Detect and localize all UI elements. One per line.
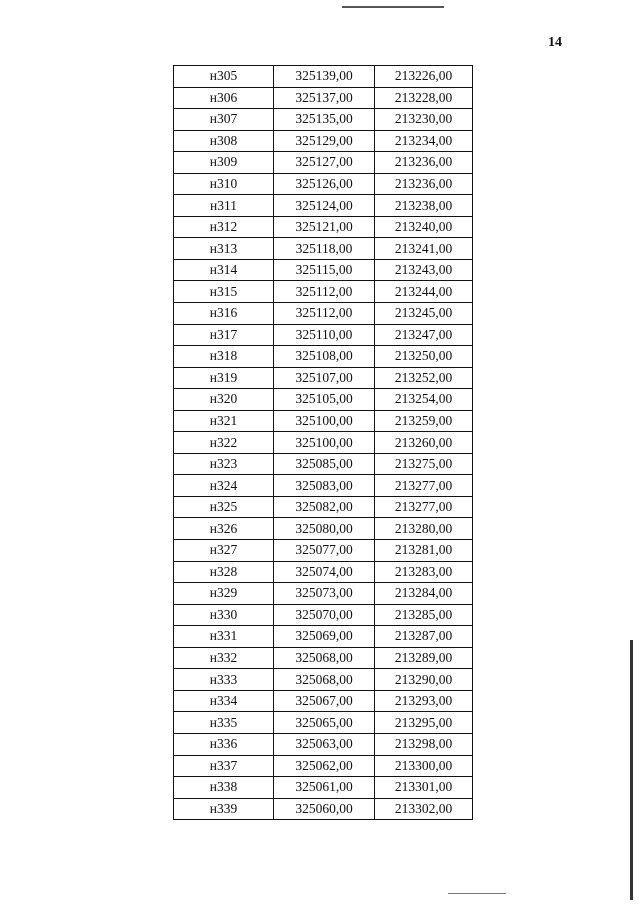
point-id-cell: н336 (174, 733, 274, 755)
table-row (174, 669, 473, 691)
y-coordinate-cell: 213298,00 (375, 733, 473, 755)
y-coordinate-cell: 213293,00 (375, 690, 473, 712)
y-coordinate-cell: 213243,00 (375, 259, 473, 281)
point-id-cell: н319 (174, 367, 274, 389)
table-row (174, 389, 473, 411)
y-coordinate-cell: 213230,00 (375, 109, 473, 131)
y-coordinate-cell: 213240,00 (375, 216, 473, 238)
table-row (174, 87, 473, 109)
y-coordinate-cell: 213247,00 (375, 324, 473, 346)
bottom-scan-mark (448, 893, 506, 894)
y-coordinate-cell: 213250,00 (375, 346, 473, 368)
top-scan-mark (342, 6, 444, 8)
table-row (174, 410, 473, 432)
point-id-cell: н315 (174, 281, 274, 303)
table-row (174, 475, 473, 497)
table-row (174, 604, 473, 626)
x-coordinate-cell: 325110,00 (274, 324, 375, 346)
table-row (174, 777, 473, 799)
table-row (174, 130, 473, 152)
y-coordinate-cell: 213287,00 (375, 626, 473, 648)
table-row (174, 324, 473, 346)
table-row (174, 540, 473, 562)
table-row (174, 453, 473, 475)
point-id-cell: н320 (174, 389, 274, 411)
point-id-cell: н335 (174, 712, 274, 734)
table-row (174, 496, 473, 518)
table-row (174, 109, 473, 131)
y-coordinate-cell: 213289,00 (375, 647, 473, 669)
point-id-cell: н308 (174, 130, 274, 152)
x-coordinate-cell: 325129,00 (274, 130, 375, 152)
x-coordinate-cell: 325139,00 (274, 66, 375, 88)
point-id-cell: н323 (174, 453, 274, 475)
y-coordinate-cell: 213238,00 (375, 195, 473, 217)
x-coordinate-cell: 325112,00 (274, 303, 375, 325)
point-id-cell: н329 (174, 583, 274, 605)
x-coordinate-cell: 325105,00 (274, 389, 375, 411)
table-row (174, 259, 473, 281)
y-coordinate-cell: 213295,00 (375, 712, 473, 734)
point-id-cell: н328 (174, 561, 274, 583)
x-coordinate-cell: 325085,00 (274, 453, 375, 475)
y-coordinate-cell: 213234,00 (375, 130, 473, 152)
point-id-cell: н332 (174, 647, 274, 669)
point-id-cell: н313 (174, 238, 274, 260)
x-coordinate-cell: 325083,00 (274, 475, 375, 497)
point-id-cell: н306 (174, 87, 274, 109)
table-row (174, 303, 473, 325)
x-coordinate-cell: 325068,00 (274, 647, 375, 669)
coordinates-table (173, 65, 473, 820)
y-coordinate-cell: 213241,00 (375, 238, 473, 260)
x-coordinate-cell: 325100,00 (274, 410, 375, 432)
x-coordinate-cell: 325137,00 (274, 87, 375, 109)
y-coordinate-cell: 213277,00 (375, 475, 473, 497)
y-coordinate-cell: 213277,00 (375, 496, 473, 518)
y-coordinate-cell: 213260,00 (375, 432, 473, 454)
point-id-cell: н310 (174, 173, 274, 195)
x-coordinate-cell: 325124,00 (274, 195, 375, 217)
y-coordinate-cell: 213275,00 (375, 453, 473, 475)
y-coordinate-cell: 213259,00 (375, 410, 473, 432)
page-number: 14 (548, 35, 562, 50)
y-coordinate-cell: 213300,00 (375, 755, 473, 777)
point-id-cell: н331 (174, 626, 274, 648)
x-coordinate-cell: 325062,00 (274, 755, 375, 777)
x-coordinate-cell: 325118,00 (274, 238, 375, 260)
x-coordinate-cell: 325068,00 (274, 669, 375, 691)
y-coordinate-cell: 213236,00 (375, 173, 473, 195)
table-row (174, 152, 473, 174)
point-id-cell: н309 (174, 152, 274, 174)
y-coordinate-cell: 213228,00 (375, 87, 473, 109)
x-coordinate-cell: 325107,00 (274, 367, 375, 389)
table-row (174, 195, 473, 217)
table-row (174, 626, 473, 648)
point-id-cell: н325 (174, 496, 274, 518)
point-id-cell: н307 (174, 109, 274, 131)
x-coordinate-cell: 325126,00 (274, 173, 375, 195)
table-row (174, 647, 473, 669)
x-coordinate-cell: 325080,00 (274, 518, 375, 540)
table-row (174, 690, 473, 712)
x-coordinate-cell: 325135,00 (274, 109, 375, 131)
x-coordinate-cell: 325082,00 (274, 496, 375, 518)
table-row (174, 173, 473, 195)
table-row (174, 755, 473, 777)
point-id-cell: н316 (174, 303, 274, 325)
y-coordinate-cell: 213284,00 (375, 583, 473, 605)
coordinates-table-body (174, 66, 473, 820)
x-coordinate-cell: 325115,00 (274, 259, 375, 281)
table-row (174, 66, 473, 88)
y-coordinate-cell: 213281,00 (375, 540, 473, 562)
table-row (174, 712, 473, 734)
y-coordinate-cell: 213285,00 (375, 604, 473, 626)
table-row (174, 238, 473, 260)
table-row (174, 561, 473, 583)
point-id-cell: н311 (174, 195, 274, 217)
y-coordinate-cell: 213301,00 (375, 777, 473, 799)
point-id-cell: н305 (174, 66, 274, 88)
point-id-cell: н312 (174, 216, 274, 238)
point-id-cell: н324 (174, 475, 274, 497)
table-row (174, 583, 473, 605)
point-id-cell: н327 (174, 540, 274, 562)
x-coordinate-cell: 325061,00 (274, 777, 375, 799)
point-id-cell: н317 (174, 324, 274, 346)
point-id-cell: н321 (174, 410, 274, 432)
y-coordinate-cell: 213280,00 (375, 518, 473, 540)
point-id-cell: н322 (174, 432, 274, 454)
table-row (174, 432, 473, 454)
point-id-cell: н314 (174, 259, 274, 281)
y-coordinate-cell: 213283,00 (375, 561, 473, 583)
x-coordinate-cell: 325070,00 (274, 604, 375, 626)
table-row (174, 281, 473, 303)
x-coordinate-cell: 325065,00 (274, 712, 375, 734)
y-coordinate-cell: 213226,00 (375, 66, 473, 88)
x-coordinate-cell: 325074,00 (274, 561, 375, 583)
table-row (174, 346, 473, 368)
x-coordinate-cell: 325100,00 (274, 432, 375, 454)
scan-edge-line (630, 640, 633, 900)
point-id-cell: н318 (174, 346, 274, 368)
x-coordinate-cell: 325063,00 (274, 733, 375, 755)
x-coordinate-cell: 325112,00 (274, 281, 375, 303)
x-coordinate-cell: 325077,00 (274, 540, 375, 562)
y-coordinate-cell: 213254,00 (375, 389, 473, 411)
x-coordinate-cell: 325108,00 (274, 346, 375, 368)
table-row (174, 733, 473, 755)
point-id-cell: н337 (174, 755, 274, 777)
y-coordinate-cell: 213290,00 (375, 669, 473, 691)
y-coordinate-cell: 213245,00 (375, 303, 473, 325)
y-coordinate-cell: 213252,00 (375, 367, 473, 389)
point-id-cell: н334 (174, 690, 274, 712)
x-coordinate-cell: 325069,00 (274, 626, 375, 648)
table-row (174, 216, 473, 238)
point-id-cell: н326 (174, 518, 274, 540)
table-row (174, 367, 473, 389)
point-id-cell: н330 (174, 604, 274, 626)
x-coordinate-cell: 325127,00 (274, 152, 375, 174)
x-coordinate-cell: 325060,00 (274, 798, 375, 820)
point-id-cell: н333 (174, 669, 274, 691)
y-coordinate-cell: 213302,00 (375, 798, 473, 820)
table-row (174, 518, 473, 540)
y-coordinate-cell: 213244,00 (375, 281, 473, 303)
y-coordinate-cell: 213236,00 (375, 152, 473, 174)
table-row (174, 798, 473, 820)
x-coordinate-cell: 325121,00 (274, 216, 375, 238)
point-id-cell: н338 (174, 777, 274, 799)
point-id-cell: н339 (174, 798, 274, 820)
x-coordinate-cell: 325073,00 (274, 583, 375, 605)
x-coordinate-cell: 325067,00 (274, 690, 375, 712)
